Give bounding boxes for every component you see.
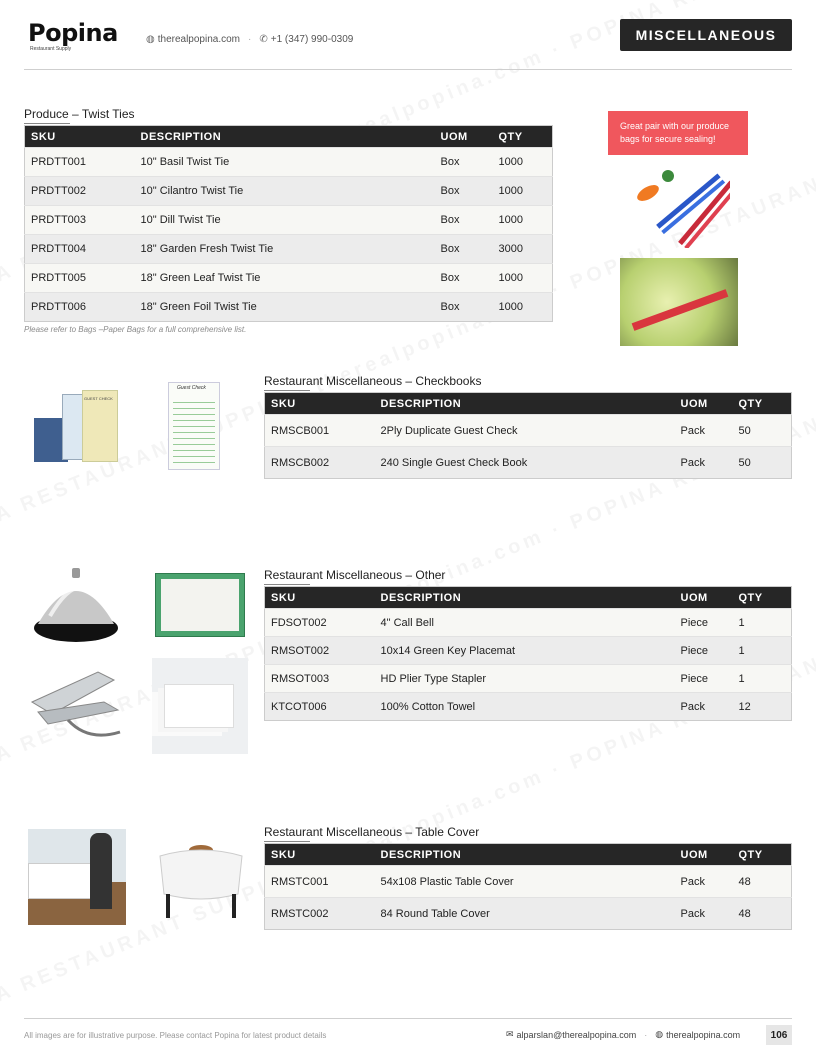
promo-callout: Great pair with our produce bags for secure sealing! xyxy=(608,111,748,155)
col-qty: QTY xyxy=(493,126,553,148)
cell-sku: RMSTC001 xyxy=(265,866,375,898)
twist-ties-table xyxy=(24,125,553,322)
cell-sku: PRDTT006 xyxy=(25,293,135,322)
table-row xyxy=(265,609,792,637)
cell-description: HD Plier Type Stapler xyxy=(375,665,675,693)
col-sku: SKU xyxy=(25,126,135,148)
cell-description: 100% Cotton Towel xyxy=(375,693,675,721)
cell-qty: 1 xyxy=(733,637,792,665)
cabbage-image xyxy=(620,258,738,346)
cell-sku: RMSCB001 xyxy=(265,415,375,447)
herb-bundle-icon xyxy=(662,170,674,182)
col-description: DESCRIPTION xyxy=(375,844,675,866)
carrot-icon xyxy=(635,182,662,204)
col-description: DESCRIPTION xyxy=(375,587,675,609)
table-row xyxy=(265,866,792,898)
cell-qty: 1 xyxy=(733,609,792,637)
cell-sku: RMSOT002 xyxy=(265,637,375,665)
cell-sku: RMSCB002 xyxy=(265,447,375,479)
cell-qty: 50 xyxy=(733,415,792,447)
table-row xyxy=(265,415,792,447)
twist-ties-image xyxy=(630,158,730,248)
col-uom: UOM xyxy=(435,126,493,148)
cell-uom: Pack xyxy=(675,693,733,721)
table-row xyxy=(265,637,792,665)
cell-qty: 1000 xyxy=(493,148,553,177)
call-bell-image xyxy=(30,564,122,646)
table-cover-table xyxy=(264,843,792,930)
header-phone[interactable]: +1 (347) 990-0309 xyxy=(270,34,354,45)
table-row xyxy=(25,148,553,177)
table-row xyxy=(265,898,792,930)
cell-description: 18" Green Leaf Twist Tie xyxy=(135,264,435,293)
cell-description: 4" Call Bell xyxy=(375,609,675,637)
cell-sku: PRDTT004 xyxy=(25,235,135,264)
cell-qty: 1000 xyxy=(493,206,553,235)
col-description: DESCRIPTION xyxy=(135,126,435,148)
guest-check-pads-image xyxy=(34,390,120,464)
logo-name: Popina xyxy=(28,19,118,47)
cell-uom: Box xyxy=(435,264,493,293)
cell-qty: 1000 xyxy=(493,177,553,206)
cell-uom: Pack xyxy=(675,415,733,447)
cell-qty: 48 xyxy=(733,866,792,898)
cell-uom: Pack xyxy=(675,866,733,898)
cell-description: 54x108 Plastic Table Cover xyxy=(375,866,675,898)
cell-sku: RMSOT003 xyxy=(265,665,375,693)
col-sku: SKU xyxy=(265,393,375,415)
mail-icon: ✉ xyxy=(506,1029,514,1039)
col-uom: UOM xyxy=(675,587,733,609)
plier-stapler-image xyxy=(28,662,128,742)
popina-logo[interactable] xyxy=(28,20,118,52)
col-qty: QTY xyxy=(733,844,792,866)
cell-uom: Piece xyxy=(675,665,733,693)
table-row xyxy=(265,447,792,479)
table-row xyxy=(25,235,553,264)
cell-qty: 48 xyxy=(733,898,792,930)
globe-icon: ◍ xyxy=(146,34,155,45)
header-website[interactable]: therealpopina.com xyxy=(157,34,241,45)
footer-email[interactable]: alparslan@therealpopina.com xyxy=(516,1029,637,1040)
person-figure xyxy=(90,833,112,909)
cell-description: 84 Round Table Cover xyxy=(375,898,675,930)
col-uom: UOM xyxy=(675,393,733,415)
phone-icon: ✆ xyxy=(259,34,268,45)
table-row xyxy=(25,177,553,206)
cell-description: 10" Basil Twist Tie xyxy=(135,148,435,177)
section-title-checkbooks: Restaurant Miscellaneous – Checkbooks xyxy=(264,374,482,388)
col-qty: QTY xyxy=(733,393,792,415)
footer-contact: ✉ alparslan@therealpopina.com · ◍ therealpopina.com xyxy=(506,1029,741,1040)
cell-qty: 1000 xyxy=(493,293,553,322)
table-row xyxy=(25,206,553,235)
cell-description: 10" Dill Twist Tie xyxy=(135,206,435,235)
twist-ties-note: Please refer to Bags –Paper Bags for a full comprehensive list. xyxy=(24,325,247,334)
twist-tie-band xyxy=(632,289,729,331)
cell-uom: Box xyxy=(435,235,493,264)
green-key-placemat-image xyxy=(156,574,244,636)
logo-subtitle: Restaurant Supply xyxy=(30,46,72,52)
header-contact: ◍ therealpopina.com · ✆ +1 (347) 990-0309 xyxy=(146,34,354,45)
cell-sku: PRDTT001 xyxy=(25,148,135,177)
cell-description: 10x14 Green Key Placemat xyxy=(375,637,675,665)
section-badge: MISCELLANEOUS xyxy=(620,19,792,51)
page-header xyxy=(24,14,792,70)
cotton-towel-image xyxy=(152,658,248,754)
col-qty: QTY xyxy=(733,587,792,609)
cell-qty: 1 xyxy=(733,665,792,693)
guest-check-book-image xyxy=(168,382,220,470)
checkbooks-table xyxy=(264,392,792,479)
page-number: 106 xyxy=(766,1025,792,1045)
cell-uom: Box xyxy=(435,206,493,235)
cell-description: 240 Single Guest Check Book xyxy=(375,447,675,479)
plastic-table-cover-image xyxy=(28,829,126,925)
table-row xyxy=(265,665,792,693)
cell-description: 2Ply Duplicate Guest Check xyxy=(375,415,675,447)
round-table-cover-image xyxy=(156,836,246,922)
col-description: DESCRIPTION xyxy=(375,393,675,415)
cell-uom: Piece xyxy=(675,637,733,665)
cell-sku: RMSTC002 xyxy=(265,898,375,930)
cell-qty: 1000 xyxy=(493,264,553,293)
cell-uom: Box xyxy=(435,148,493,177)
cell-qty: 50 xyxy=(733,447,792,479)
cell-uom: Box xyxy=(435,177,493,206)
col-sku: SKU xyxy=(265,844,375,866)
section-title-twist-ties: Produce – Twist Ties xyxy=(24,107,135,121)
cell-description: 18" Green Foil Twist Tie xyxy=(135,293,435,322)
cell-description: 18" Garden Fresh Twist Tie xyxy=(135,235,435,264)
table-row xyxy=(265,693,792,721)
table-row xyxy=(25,293,553,322)
cell-description: 10" Cilantro Twist Tie xyxy=(135,177,435,206)
section-title-table-cover: Restaurant Miscellaneous – Table Cover xyxy=(264,825,480,839)
section-title-other: Restaurant Miscellaneous – Other xyxy=(264,568,446,582)
cell-uom: Pack xyxy=(675,898,733,930)
cell-sku: PRDTT003 xyxy=(25,206,135,235)
table-row xyxy=(25,264,553,293)
cell-qty: 12 xyxy=(733,693,792,721)
globe-icon: ◍ xyxy=(655,1029,664,1039)
page-footer xyxy=(24,1018,792,1048)
other-table xyxy=(264,586,792,721)
footer-website[interactable]: therealpopina.com xyxy=(666,1029,741,1040)
guest-check-label: GUEST CHECK xyxy=(84,396,113,401)
cell-uom: Piece xyxy=(675,609,733,637)
cell-sku: FDSOT002 xyxy=(265,609,375,637)
cell-uom: Pack xyxy=(675,447,733,479)
cell-sku: PRDTT005 xyxy=(25,264,135,293)
footer-disclaimer: All images are for illustrative purpose. Please contact Popina for latest product details xyxy=(24,1031,327,1040)
cell-sku: KTCOT006 xyxy=(265,693,375,721)
guest-check-title: Guest Check xyxy=(177,385,206,391)
cell-sku: PRDTT002 xyxy=(25,177,135,206)
cell-qty: 3000 xyxy=(493,235,553,264)
cell-uom: Box xyxy=(435,293,493,322)
col-sku: SKU xyxy=(265,587,375,609)
col-uom: UOM xyxy=(675,844,733,866)
